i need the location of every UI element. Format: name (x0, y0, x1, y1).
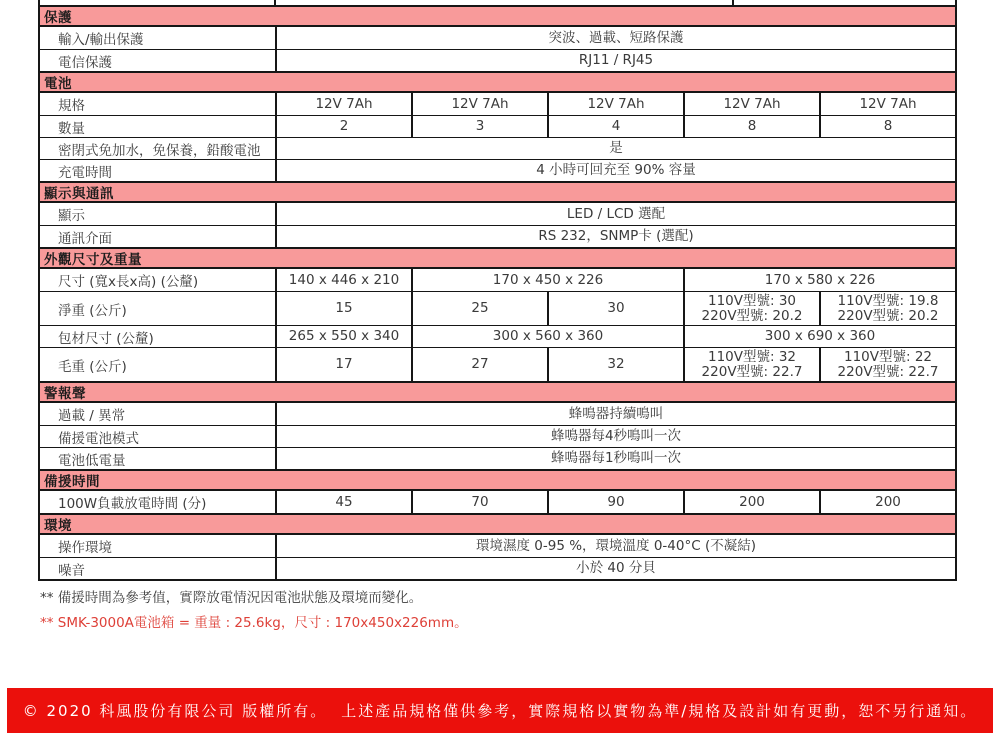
spec-row (40, 203, 955, 225)
cutoff-column-divider (732, 0, 734, 5)
row-value: 環境濕度 0-95 %，環境溫度 0-40°C (不凝結) (275, 535, 955, 557)
row-value: 45 (275, 491, 411, 513)
spec-table (38, 0, 957, 581)
spec-row (40, 291, 955, 325)
section-header: 顯示與通訊 (40, 181, 955, 203)
table-top-cutoff-row (40, 0, 955, 5)
row-value-line: 220V型號: 20.2 (701, 307, 803, 324)
row-value-line: 110V型號: 30 (707, 292, 797, 309)
row-label: 電信保護 (58, 54, 112, 71)
spec-row (40, 535, 955, 557)
row-label: 包材尺寸 (公釐) (58, 330, 154, 347)
row-value: 12V 7Ah (275, 93, 411, 115)
footer-copyright: © 2020 科風股份有限公司 版權所有。 (22, 702, 328, 720)
row-value-line: 110V型號: 32 (707, 348, 797, 365)
row-value-line: 110V型號: 22 (843, 348, 933, 365)
row-value: 27 (411, 348, 547, 381)
spec-row (40, 159, 955, 181)
row-value: 200 (683, 491, 819, 513)
row-label: 備援電池模式 (58, 430, 139, 447)
spec-row (40, 49, 955, 71)
row-label: 毛重 (公斤) (58, 358, 127, 375)
row-value: 300 x 560 x 360 (411, 326, 683, 347)
section-header: 環境 (40, 513, 955, 535)
row-value: 15 (275, 292, 411, 325)
row-value: RS 232，SNMP卡 (選配) (275, 226, 955, 247)
row-value: 140 x 446 x 210 (275, 269, 411, 291)
footnote-backup-time: ** 備援時間為參考值，實際放電情況因電池狀態及環境而變化。 (40, 590, 423, 606)
footnotes (40, 586, 468, 636)
spec-row (40, 447, 955, 469)
row-value: 8 (683, 116, 819, 137)
row-value: 25 (411, 292, 547, 325)
row-label: 數量 (58, 120, 85, 137)
spec-row (40, 115, 955, 137)
spec-row (40, 325, 955, 347)
section-header: 外觀尺寸及重量 (40, 247, 955, 269)
cutoff-column-divider (274, 0, 276, 5)
row-value (819, 348, 955, 381)
row-value (683, 348, 819, 381)
row-value: 17 (275, 348, 411, 381)
row-value (683, 292, 819, 325)
row-value: 小於 40 分貝 (275, 558, 955, 579)
row-value: LED / LCD 選配 (275, 203, 955, 225)
row-value: 蜂鳴器每1秒鳴叫一次 (275, 448, 955, 469)
row-value: 蜂鳴器每4秒鳴叫一次 (275, 426, 955, 447)
row-value-line: 220V型號: 20.2 (837, 307, 939, 324)
row-value: 4 (547, 116, 683, 137)
row-label: 操作環境 (58, 540, 112, 556)
section-header: 電池 (40, 71, 955, 93)
footer-notice: 上述產品規格僅供參考，實際規格以實物為準/規格及設計如有更動，恕不另行通知。 (341, 702, 978, 720)
row-value: 32 (547, 348, 683, 381)
row-value: 12V 7Ah (547, 93, 683, 115)
row-label: 淨重 (公斤) (58, 302, 127, 319)
row-value: 12V 7Ah (819, 93, 955, 115)
row-value: 170 x 580 x 226 (683, 269, 955, 291)
footer-bar (7, 688, 993, 733)
row-value: 8 (819, 116, 955, 137)
row-value: 12V 7Ah (411, 93, 547, 115)
row-label: 過載 / 異常 (58, 408, 126, 424)
spec-row (40, 137, 955, 159)
row-value: 170 x 450 x 226 (411, 269, 683, 291)
row-value: 300 x 690 x 360 (683, 326, 955, 347)
spec-row (40, 269, 955, 291)
row-label: 規格 (58, 98, 85, 114)
row-value-line: 220V型號: 22.7 (837, 363, 939, 380)
footnote-battery-box: ** SMK-3000A電池箱 = 重量 : 25.6kg，尺寸 : 170x450x226mm。 (40, 615, 468, 631)
row-label: 通訊介面 (58, 230, 112, 247)
row-value: 90 (547, 491, 683, 513)
spec-row (40, 347, 955, 381)
row-value: RJ11 / RJ45 (275, 50, 955, 71)
row-label: 密閉式免加水，免保養，鉛酸電池 (58, 142, 261, 159)
spec-row (40, 27, 955, 49)
row-value: 70 (411, 491, 547, 513)
row-value: 突波、過載、短路保護 (275, 27, 955, 49)
row-value-line: 110V型號: 19.8 (837, 292, 939, 309)
spec-row (40, 225, 955, 247)
spec-row (40, 93, 955, 115)
row-value: 200 (819, 491, 955, 513)
row-label: 顯示 (58, 208, 85, 224)
section-header: 保護 (40, 5, 955, 27)
spec-row (40, 403, 955, 425)
row-value: 30 (547, 292, 683, 325)
spec-row (40, 557, 955, 579)
row-label: 充電時間 (58, 164, 112, 181)
row-value: 2 (275, 116, 411, 137)
row-value: 4 小時可回充至 90% 容量 (275, 160, 955, 181)
row-value: 蜂鳴器持續鳴叫 (275, 403, 955, 425)
spec-row (40, 491, 955, 513)
row-label: 尺寸 (寬x長x高) (公釐) (58, 274, 199, 290)
row-label: 噪音 (58, 562, 85, 579)
row-value: 是 (275, 138, 955, 159)
row-value-line: 220V型號: 22.7 (701, 363, 803, 380)
spec-table-body (40, 5, 955, 579)
section-header: 備援時間 (40, 469, 955, 491)
row-value: 265 x 550 x 340 (275, 326, 411, 347)
section-header: 警報聲 (40, 381, 955, 403)
row-label: 100W負載放電時間 (分) (58, 496, 207, 512)
row-value (819, 292, 955, 325)
row-value: 3 (411, 116, 547, 137)
row-value: 12V 7Ah (683, 93, 819, 115)
row-label: 輸入/輸出保護 (58, 32, 144, 48)
spec-row (40, 425, 955, 447)
row-label: 電池低電量 (58, 452, 126, 469)
